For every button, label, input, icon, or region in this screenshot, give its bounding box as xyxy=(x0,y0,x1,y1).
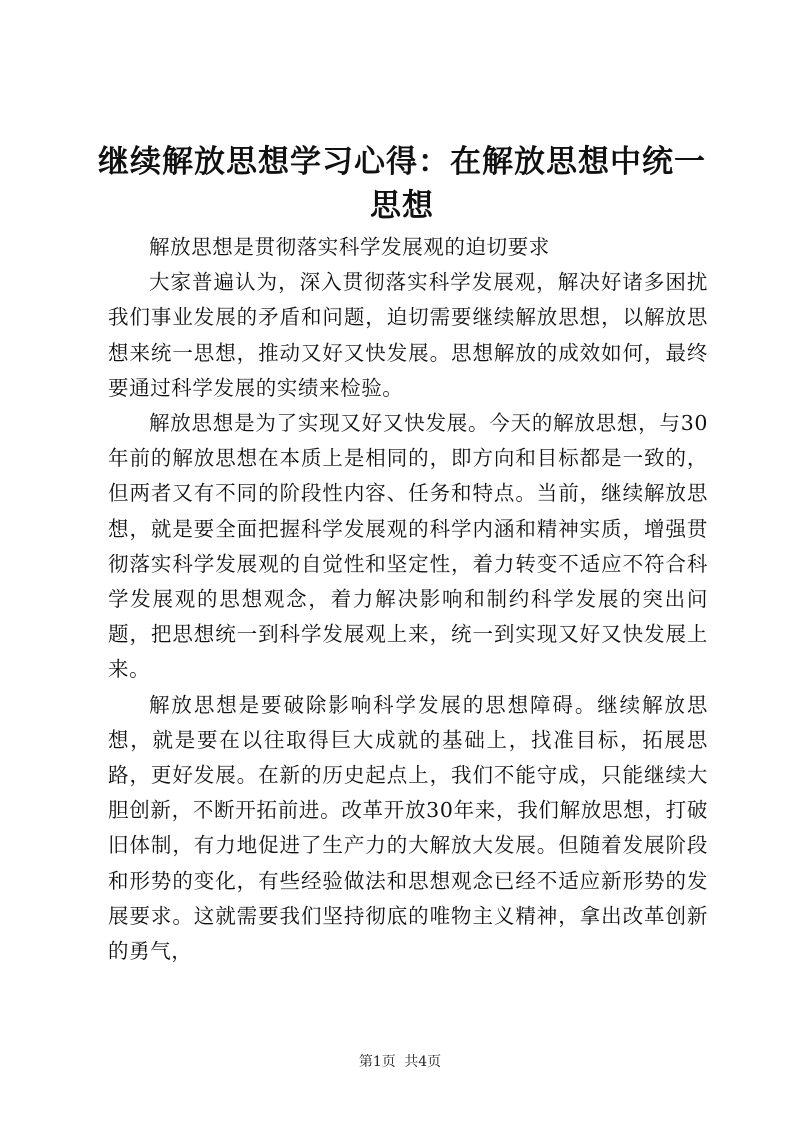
page-footer xyxy=(0,1052,800,1072)
document-title: 继续解放思想学习心得：在解放思想中统一思想 xyxy=(98,144,706,224)
page-total: 共4页 xyxy=(404,1054,442,1070)
body-paragraph: 解放思想是要破除影响科学发展的思想障碍。继续解放思想，就是要在以往取得巨大成就的基础上，找准目标，拓展思路，更好发展。在新的历史起点上，我们不能守成，只能继续大胆创新，不断开拓前进。改革开放30年来，我们解放思想，打破旧体制，有力地促进了生产力的大解放大发展。但随着发展阶段和形势的变化，有些经验做法和思想观念已经不适应新形势的发展要求。这就需要我们坚持彻底的唯物主义精神，拿出改革创新的勇气， xyxy=(108,692,708,964)
page-number: 第1页 xyxy=(358,1054,396,1070)
body-paragraph: 大家普遍认为，深入贯彻落实科学发展观，解决好诸多困扰我们事业发展的矛盾和问题，迫切需要继续解放思想，以解放思想来统一思想，推动又好又快发展。思想解放的成效如何，最终要通过科学发展的实绩来检验。 xyxy=(108,270,708,400)
document-body xyxy=(108,230,708,969)
body-paragraph: 解放思想是为了实现又好又快发展。今天的解放思想，与30年前的解放思想在本质上是相同的，即方向和目标都是一致的，但两者又有不同的阶段性内容、任务和特点。当前，继续解放思想，就是要全面把握科学发展观的科学内涵和精神实质，增强贯彻落实科学发展观的自觉性和坚定性，着力转变不适应不符合科学发展观的思想观念，着力解决影响和制约科学发展的突出问题，把思想统一到科学发展观上来，统一到实现又好又快发展上来。 xyxy=(108,411,708,682)
subheading-paragraph: 解放思想是贯彻落实科学发展观的迫切要求 xyxy=(149,235,550,259)
